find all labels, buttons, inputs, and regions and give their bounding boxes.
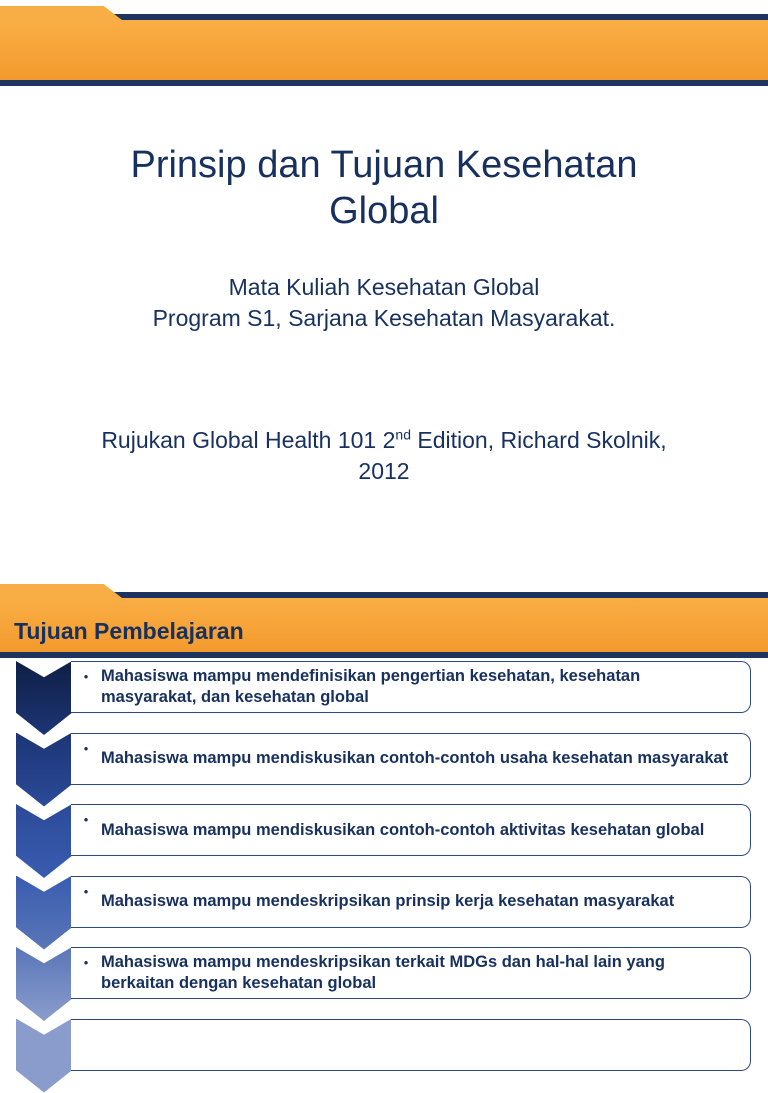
chevron-arrow-icon	[16, 947, 72, 1021]
objectives-heading: Tujuan Pembelajaran	[14, 618, 244, 644]
bullet-icon: •	[83, 883, 89, 899]
banner-navy-stripe	[0, 80, 768, 86]
bullet-icon: •	[83, 740, 89, 756]
slide-title-line: Prinsip dan Tujuan Kesehatan	[130, 144, 638, 186]
slide-title	[0, 142, 768, 234]
reference-superscript: nd	[395, 426, 411, 443]
chevron-arrow-icon	[16, 661, 72, 735]
objective-item	[71, 804, 751, 856]
objective-text: Mahasiswa mampu mendiskusikan contoh-contoh aktivitas kesehatan global	[101, 820, 705, 839]
chevron-arrow-icon	[16, 804, 72, 878]
subtitle-line: Program S1, Sarjana Kesehatan Masyarakat.	[152, 305, 616, 331]
objective-text: Mahasiswa mampu mendefinisikan pengertian kesehatan, kesehatan masyarakat, dan kesehatan global	[101, 667, 641, 706]
objective-item-partial	[71, 1019, 751, 1071]
slide-title-line: Global	[329, 190, 439, 232]
banner-orange-band	[0, 20, 768, 80]
objective-item	[71, 661, 751, 713]
banner-navy-stripe	[0, 652, 768, 658]
reference-line: 2012	[358, 458, 410, 484]
objective-text: Mahasiswa mampu mendeskripsikan prinsip kerja kesehatan masyarakat	[101, 892, 675, 910]
chevron-arrow-icon	[16, 1019, 72, 1093]
objective-item	[71, 733, 751, 785]
objective-text: Mahasiswa mampu mendeskripsikan terkait MDGs dan hal-hal lain yang berkaitan dengan kesehatan global	[101, 953, 665, 992]
objective-item	[71, 947, 751, 999]
bullet-icon: •	[83, 669, 89, 684]
header-banner	[0, 6, 768, 86]
bullet-icon: •	[83, 812, 89, 827]
chevron-arrow-icon	[16, 876, 72, 950]
reference-part: Edition, Richard Skolnik,	[410, 427, 667, 453]
reference-text	[0, 425, 768, 487]
objective-text: Mahasiswa mampu mendiskusikan contoh-contoh usaha kesehatan masyarakat	[101, 749, 729, 767]
subtitle-line: Mata Kuliah Kesehatan Global	[228, 274, 540, 300]
reference-line	[0, 425, 768, 456]
slide-subtitle	[0, 272, 768, 334]
objective-item	[71, 876, 751, 928]
reference-part: Rujukan Global Health 101 2	[101, 427, 396, 453]
banner-tab	[0, 584, 122, 598]
chevron-arrow-icon	[16, 733, 72, 807]
banner-tab	[0, 6, 122, 20]
bullet-icon: •	[83, 955, 89, 970]
